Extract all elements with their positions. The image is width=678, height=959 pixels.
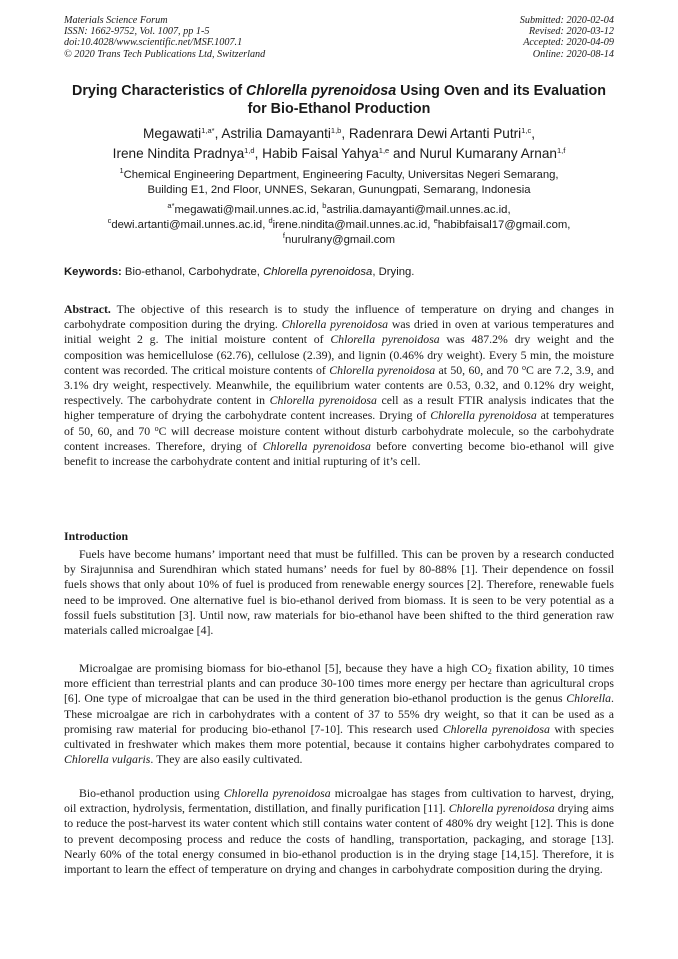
email-mark: a*	[167, 201, 175, 210]
author-sep: and	[389, 146, 420, 161]
author	[262, 146, 419, 161]
abstract-species: Chlorella pyrenoidosa	[430, 408, 537, 423]
abstract-species: Chlorella pyrenoidosa	[330, 332, 440, 347]
author-affil-mark: 1,d	[244, 146, 255, 155]
affiliation-line2: Building E1, 2nd Floor, UNNES, Sekaran, Gunungpati, Semarang, Indonesia	[147, 184, 531, 196]
email-sep: ,	[507, 204, 511, 216]
author-list	[50, 124, 628, 164]
email-mark: d	[268, 216, 273, 225]
degree-mark: o	[522, 362, 526, 372]
email[interactable]	[282, 231, 396, 246]
intro-paragraph-3	[64, 786, 614, 877]
section-heading-introduction: Introduction	[64, 529, 129, 543]
email-sep: ,	[427, 219, 434, 231]
keywords-species: Chlorella pyrenoidosa	[263, 266, 373, 278]
journal-issn: ISSN: 1662-9752, Vol. 1007, pp 1-5	[64, 26, 210, 38]
email-address[interactable]: nurulrany@gmail.com	[285, 234, 396, 246]
email-address[interactable]: habibfaisal17@gmail.com	[437, 219, 568, 231]
author-affil-mark: 1,e	[378, 146, 390, 155]
author	[113, 146, 262, 161]
para-text: Bio-ethanol production using	[79, 786, 224, 800]
title-part2: Using Oven and its Evaluation for Bio-Ethanol Production	[247, 83, 606, 117]
keywords-text-end: , Drying.	[372, 266, 415, 278]
email[interactable]	[107, 216, 269, 231]
abstract-label: Abstract.	[64, 302, 111, 316]
para-text: . They are also easily cultivated.	[150, 752, 303, 767]
email-sep: ,	[567, 219, 571, 231]
author-affil-mark: 1,b	[330, 126, 342, 135]
affiliation-mark: 1	[119, 166, 124, 175]
email-mark: c	[107, 216, 112, 225]
abstract-species: Chlorella pyrenoidosa	[329, 362, 436, 377]
abstract-species: Chlorella pyrenoidosa	[269, 393, 377, 408]
journal-copyright: © 2020 Trans Tech Publications Ltd, Switzerland	[64, 48, 266, 60]
affiliation-line1: Chemical Engineering Department, Engineering Faculty, Universitas Negeri Semarang,	[123, 169, 559, 181]
date-revised: Revised: 2020-03-12	[528, 26, 614, 38]
journal-header-left	[64, 15, 265, 60]
email-address[interactable]: irene.nindita@mail.unnes.ac.id	[272, 219, 428, 231]
abstract-species: Chlorella pyrenoidosa	[262, 438, 371, 453]
email[interactable]	[433, 216, 571, 231]
para-text: . These microalgae are rich in carbohydrates with a content of 37 to 55% dry weight, so that it can be used as a promising raw material for producing bio-ethanol [7-10]. This research used	[64, 691, 614, 736]
para-text: fixation ability, 10 times more efficient than terrestrial plants and can produce 30-100 times more energy per hectare than agricultural crops [6]. One type of microalgae that can be used in the third generation bio-ethanol production is the genus	[64, 661, 614, 706]
abstract-text: C will decrease moisture content without disturb carbohydrate molecule, so the carbohydrate content increases. Therefore, drying of	[64, 423, 614, 453]
email-address[interactable]: dewi.artanti@mail.unnes.ac.id	[111, 219, 263, 231]
abstract	[64, 302, 614, 469]
affiliation	[64, 168, 614, 198]
abstract-text: at temperatures of 50, 60, and 70	[64, 408, 615, 438]
subscript: 2	[487, 667, 492, 676]
author-name: Megawati	[143, 126, 202, 141]
para-text: with species cultivated in freshwater which makes them more potential, because it contains higher carbohydrates compared to	[64, 721, 614, 752]
author-sep: ,	[341, 126, 349, 141]
abstract-species: Chlorella pyrenoidosa	[281, 317, 389, 332]
author	[349, 126, 535, 141]
author-name: Radenrara Dewi Artanti Putri	[348, 126, 522, 141]
email-mark: f	[282, 231, 286, 240]
author	[221, 126, 349, 141]
abstract-text: C are 7.2, 3.9, and 3.1% dry weight, respectively. Meanwhile, the equilibrium water contents are 0.53, 0.32, and 0.12% dry weight, respectively. The carbohydrate content in	[64, 362, 614, 408]
author-affil-mark: 1,f	[556, 146, 566, 155]
email-mark: b	[322, 201, 327, 210]
genus-name: Chlorella	[566, 691, 612, 706]
author-sep: ,	[531, 126, 535, 141]
email-sep: ,	[315, 204, 323, 216]
email-address[interactable]: astrilia.damayanti@mail.unnes.ac.id	[326, 204, 508, 216]
author-name: Habib Faisal Yahya	[262, 146, 379, 161]
email-mark: e	[433, 216, 438, 225]
abstract-text: was 487.2% dry weight and the composition was hemicellulose (62.76), cellulose (2.39), and lignin (0.46% dry weight). Every 5 min, the moisture content was recorded. The critical moisture contents of	[64, 332, 614, 377]
abstract-text: before converting become bio-ethanol will give benefit to increase the carbohydrate content and initial rupturing of it’s cell.	[64, 438, 614, 469]
author-sep: ,	[254, 146, 263, 161]
title-part1: Drying Characteristics of	[72, 83, 247, 99]
author-name: Irene Nindita Pradnya	[112, 146, 245, 161]
date-submitted: Submitted: 2020-02-04	[519, 15, 614, 26]
author-affil-mark: 1,a*	[201, 126, 215, 135]
email-sep: ,	[262, 219, 269, 231]
para-text: Microalgae are promising biomass for bio-ethanol [5], because they have a high CO	[79, 661, 488, 675]
date-accepted: Accepted: 2020-04-09	[523, 37, 614, 49]
abstract-text: The objective of this research is to study the influence of temperature on drying and changes in carbohydrate composition during the drying.	[64, 302, 614, 332]
degree-mark: o	[154, 423, 159, 433]
species-name: Chlorella pyrenoidosa	[223, 786, 331, 800]
keywords-label: Keywords:	[64, 266, 122, 278]
email-list	[64, 203, 614, 248]
email[interactable]	[268, 216, 434, 231]
date-online: Online: 2020-08-14	[532, 48, 614, 60]
author-name: Astrilia Damayanti	[221, 126, 331, 141]
keywords	[64, 265, 614, 280]
author-sep: ,	[214, 126, 222, 141]
journal-name: Materials Science Forum	[64, 15, 168, 26]
para-text: drying aims to reduce the post-harvest its water content which still contains water content of 480% dry weight [12]. This is done to prevent decomposing process and reduce the costs of handling, transportation, packaging, and storage [13]. Nearly 60% of the total energy consumed in bio-ethanol production is in the drying stage [14,15]. Therefore, it is important to learn the effect of temperature on drying and changes in carbohydrate composition during the drying.	[64, 801, 615, 877]
email[interactable]	[167, 201, 323, 216]
author	[419, 146, 565, 161]
author-affil-mark: 1,c	[521, 126, 532, 135]
email-address[interactable]: megawati@mail.unnes.ac.id	[174, 204, 316, 216]
journal-header-right	[520, 15, 614, 60]
keywords-text: Bio-ethanol, Carbohydrate,	[121, 266, 264, 278]
intro-paragraph-1: Fuels have become humans’ important need that must be fulfilled. This can be proven by a research conducted by Sirajunnisa and Surendhiran which stated humans’ needs for fuel by 80-88% [1]. Their dependence on fossil fuels shows that only about 10% of fuel is produced from renewable energy sources [2]. Therefore, renewable fuels need to be improved. One alternative fuel is bio-ethanol derived from biomass. It is seen to be very potential as a fossil fuels substitution [3]. Until now, raw materials for bio-ethanol have been shifted to the third generation raw materials called microalgae [4].	[64, 547, 614, 638]
author	[143, 126, 221, 141]
species-name: Chlorella pyrenoidosa	[448, 801, 555, 816]
paper-title	[64, 82, 614, 118]
species-name: Chlorella pyrenoidosa	[442, 721, 550, 736]
journal-doi[interactable]: doi:10.4028/www.scientific.net/MSF.1007.1	[64, 37, 243, 49]
email[interactable]	[322, 201, 511, 216]
title-species: Chlorella pyrenoidosa	[246, 83, 397, 99]
abstract-text: was dried in oven at various temperatures and initial weight 2 g. The initial moisture content of	[64, 317, 615, 347]
species-name: Chlorella vulgaris	[64, 752, 151, 767]
author-name: Nurul Kumarany Arnan	[419, 146, 557, 161]
abstract-text: cell as a result FTIR analysis indicates that the higher temperature of drying the carbohydrate content increases. Drying of	[64, 393, 614, 423]
abstract-text: at 50, 60, and 70	[435, 362, 522, 377]
intro-paragraph-2	[64, 661, 614, 767]
para-text: microalgae has stages from cultivation to harvest, drying, oil extraction, hydrolysis, fermentation, distillation, and finally purification [11].	[64, 786, 615, 816]
